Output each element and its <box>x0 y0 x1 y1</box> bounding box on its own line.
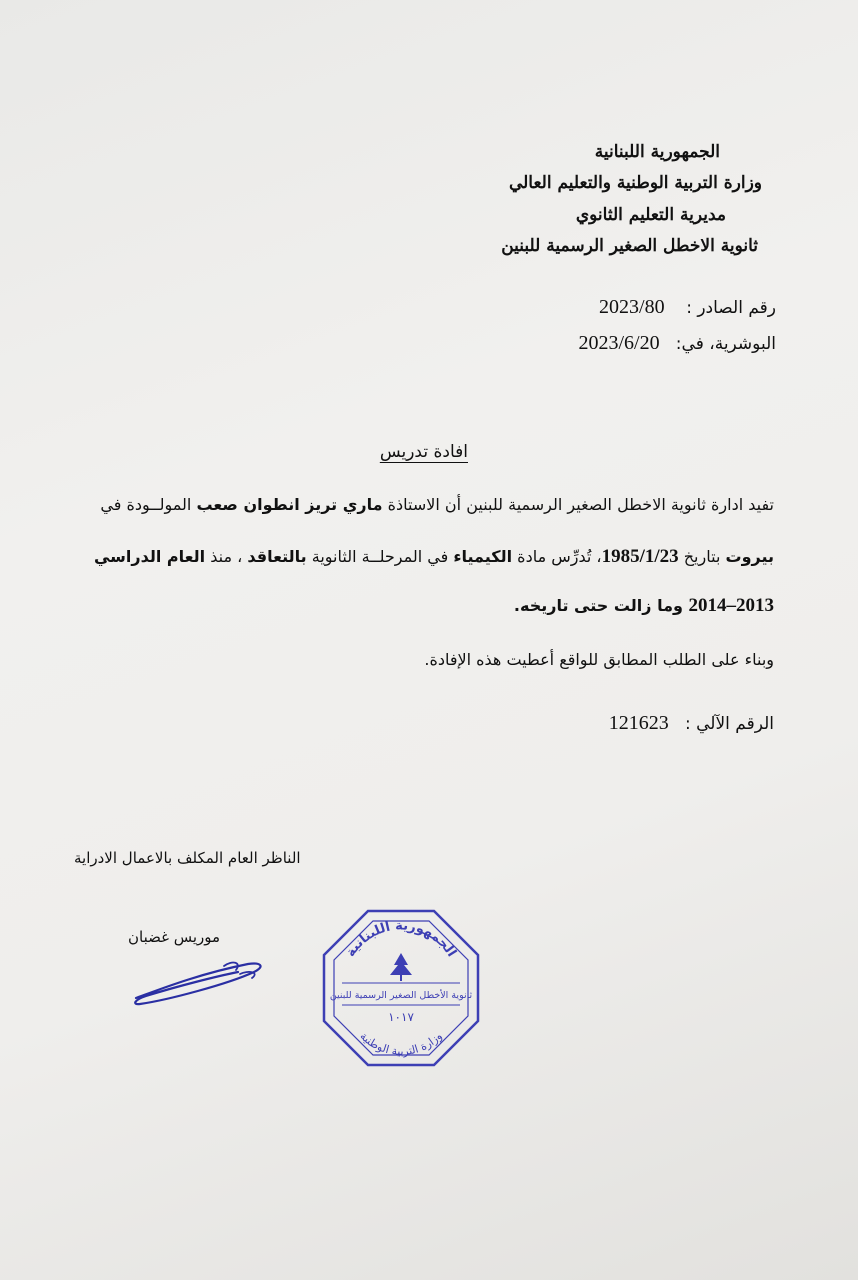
stamp-middle-text: ثانوية الأخطل الصغير الرسمية للبنين <box>329 990 473 1001</box>
date-line <box>578 332 776 355</box>
academic-year-label: العام الدراسي <box>93 547 206 566</box>
stamp-code: ١٠١٧ <box>388 1010 414 1024</box>
stamp-top-text: الجمهورية اللبنانية <box>343 918 459 960</box>
body-text: ، تُدرِّس مادة <box>512 547 602 566</box>
teacher-name: ماري تريز انطوان صعب <box>196 495 383 514</box>
body-text: تفيد ادارة ثانوية الاخطل الصغير الرسمية للبنين أن الاستاذة <box>382 495 774 514</box>
serial-value: 121623 <box>608 712 669 734</box>
subject: الكيمياء <box>453 547 513 566</box>
signature-graphic <box>128 952 268 1012</box>
date-value: 2023/6/20 <box>578 332 660 354</box>
header-ministry: وزارة التربية الوطنية والتعليم العالي <box>508 173 762 193</box>
issue-number-label: رقم الصادر : <box>686 298 776 318</box>
stamp-bottom-text: وزارة التربية الوطنية <box>357 1029 445 1058</box>
date-label: البوشرية، في: <box>675 334 776 354</box>
official-stamp <box>318 905 484 1071</box>
body-line-2 <box>94 546 774 568</box>
serial-line <box>609 712 774 735</box>
birth-place: بيروت <box>725 547 774 566</box>
issue-number-line <box>599 296 776 319</box>
body-text: بتاريخ <box>678 547 726 566</box>
body-line-3 <box>514 595 774 617</box>
birth-date: 1985/1/23 <box>601 546 679 567</box>
body-text-bold: وما زالت حتى تاريخه. <box>513 596 689 615</box>
body-line-1 <box>100 495 774 514</box>
header-school: ثانوية الاخطل الصغير الرسمية للبنين <box>501 236 758 256</box>
body-text: ، منذ <box>205 547 248 566</box>
body-text: في المرحلــة الثانوية <box>306 547 454 566</box>
signatory-title: الناظر العام المكلف بالاعمال الادراية <box>74 849 301 867</box>
serial-label: الرقم الآلي : <box>684 714 774 734</box>
issue-number-value: 2023/80 <box>599 296 665 318</box>
header-directorate: مديرية التعليم الثانوي <box>575 205 726 225</box>
document-title: افادة تدريس <box>379 442 468 462</box>
academic-years: 2013–2014 <box>688 595 774 616</box>
body-text: المولــودة في <box>100 495 197 514</box>
header-republic: الجمهورية اللبنانية <box>594 142 720 162</box>
contract-type: بالتعاقد <box>247 547 307 566</box>
signatory-name: موريس غضبان <box>128 928 221 946</box>
cedar-icon <box>390 953 412 981</box>
svg-text:وزارة التربية الوطنية <box>357 1029 444 1058</box>
body-line-4: وبناء على الطلب المطابق للواقع أعطيت هذه الإفادة. <box>424 650 774 669</box>
